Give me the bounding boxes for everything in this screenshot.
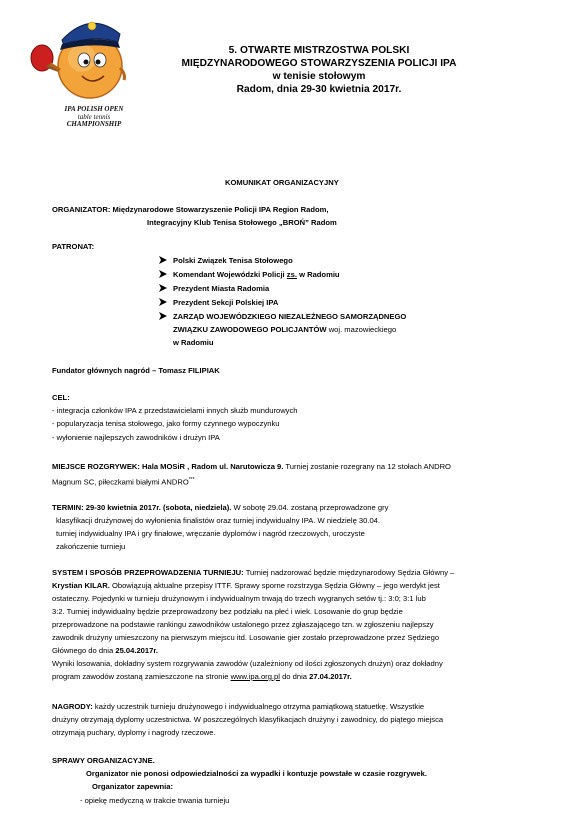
arrow-bullet-icon (159, 312, 167, 323)
patronat-label: PATRONAT: (52, 242, 95, 251)
sprawy-label: SPRAWY ORGANIZACYJNE. (52, 756, 155, 765)
cel-label: CEL: (52, 393, 70, 402)
event-title-line2: MIĘDZYNARODOWEGO STOWARZYSZENIA POLICJI IPA (181, 58, 457, 69)
patronat-item-text: Prezydent Miasta Radomia (173, 284, 270, 293)
patronat-item (159, 256, 293, 267)
system-line: Wyniki losowania, dokładny system rozgrywania zawodów (uzależniony od ilości zgłoszonych drużyn) oraz dokładny (52, 659, 443, 668)
sprawy-line: - opiekę medyczną w trakcie trwania turnieju (80, 796, 230, 805)
nagrody-line: otrzymają puchary, dyplomy i nagrody rzeczowe. (52, 728, 216, 737)
system-text: program zawodów zostaną zamieszczone na stronie (52, 672, 229, 681)
sprawy-line: Organizator zapewnia: (92, 782, 174, 791)
termin-label: TERMIN: 29-30 kwietnia 2017r. (sobota, niedziela). (52, 503, 232, 512)
patronat-item (159, 298, 278, 309)
termin-text: W sobotę 29.04. zostaną przeprowadzone gry (233, 503, 389, 512)
patronat-item-continuation: w Radomiu (173, 338, 214, 347)
patronat-item (159, 284, 269, 295)
patronat-item-continuation (173, 325, 396, 336)
patronat-item-text: Prezydent Sekcji Polskiej IPA (173, 298, 279, 307)
system-text: do dnia (282, 672, 307, 681)
patronat-item-text: Polski Związek Tenisa Stołowego (173, 256, 293, 265)
termin-line: turniej indywidualny IPA i gry finałowe, wręczanie dyplomów i nagród rzeczowych, uroczyste (56, 529, 365, 538)
organizator-line1: Międzynarodowe Stowarzyszenie Policji IPA Region Radom, (112, 205, 329, 214)
patronat-item-text: woj. mazowieckiego (328, 325, 397, 334)
system-text: Obowiązują aktualne przepisy ITTF. Sprawy sporne rozstrzyga Sędzia Główny – jego werdykt jest (111, 581, 440, 590)
patronat-item-text: ZARZĄD WOJEWÓDZKIEGO NIEZALEŻNEGO SAMORZĄDNEGO (173, 312, 407, 321)
event-title-line1: 5. OTWARTE MISTRZOSTWA POLSKI (228, 45, 410, 56)
logo-caption-line: IPA POLISH OPEN (64, 105, 124, 113)
miejsce-label: MIEJSCE ROZGRYWEK: Hala MOSiR , Radom ul. Narutowicza 9. (52, 462, 284, 471)
miejsce-text: Turniej zostanie rozegrany na 12 stołach ANDRO (285, 462, 451, 471)
patronat-item (159, 270, 340, 281)
arrow-bullet-icon (159, 298, 167, 309)
cel-item: - wyłonienie najlepszych zawodników i drużyn IPA (52, 433, 220, 442)
cel-item: - integracja członków IPA z przedstawicielami innych służb mundurowych (52, 406, 298, 415)
system-line: przeprowadzone na podstawie rankingu zawodników ustalonego przez zgłaszającego tzn. w zgłoszeniu najlepszy (52, 620, 434, 629)
termin-section (52, 503, 388, 514)
organizator-label: ORGANIZATOR: (52, 205, 111, 214)
system-line: ostateczny. Pojedynki w turnieju drużynowym i indywidualnym trwają do trzech wygranych setów tj.: 3:0; 3:1 lub (52, 594, 426, 603)
system-text: Głównego do dnia (52, 646, 114, 655)
patronat-item (159, 312, 406, 323)
logo-caption (48, 106, 140, 129)
system-line: zawodnik drużyny umieszczony na pierwszym miejscu itd. Losowanie gier zostało przeprowadzone przez Sędziego (52, 633, 440, 642)
arrow-bullet-icon (159, 284, 167, 295)
arrow-bullet-icon (159, 270, 167, 281)
patronat-item-text: Komendant Wojewódzki Policji (173, 270, 285, 279)
arrow-bullet-icon (159, 256, 167, 267)
patronat-item-underlined: zs. (286, 270, 297, 279)
draw-deadline: 25.04.2017r. (115, 646, 158, 655)
fundator-line: Fundator głównych nagród – Tomasz FILIPIAK (52, 366, 220, 375)
logo-caption-line: table tennis (77, 112, 111, 121)
ipa-website-link[interactable]: www.ipa.org.pl (230, 672, 280, 681)
system-line: 3:2. Turniej indywidualny będzie przeprowadzony bez podziału na płeć i wiek. Losowanie do grup będzie (52, 607, 403, 616)
logo-caption-line: CHAMPIONSHIP (66, 120, 122, 128)
schedule-deadline: 27.04.2017r. (309, 672, 352, 681)
nagrody-section (52, 702, 424, 713)
referee-name: Krystian KILAR. (52, 581, 110, 590)
miejsce-section (52, 462, 451, 473)
nagrody-label: NAGRODY: (52, 702, 93, 711)
organizator-line2: Integracyjny Klub Tenisa Stołowego „BROŃ” Radom (147, 218, 337, 227)
patronat-item-text: w Radomiu (299, 270, 340, 279)
event-title-line3: w tenisie stołowym (272, 71, 366, 82)
cel-item: - popularyzacja tenisa stołowego, jako formy czynnego wypoczynku (52, 419, 280, 428)
nagrody-text: każdy uczestnik turnieju drużynowego i indywidualnego otrzyma pamiątkową statuetkę. Wszystkie (94, 702, 425, 711)
termin-line: zakończenie turnieju (56, 542, 126, 551)
miejsce-line2 (52, 475, 195, 488)
sprawy-line: Organizator nie ponosi odpowiedzialności za wypadki i kontuzje powstałe w czasie rozgrywek. (86, 769, 427, 778)
miejsce-text: Magnum SC, piłeczkami białymi ANDRO (52, 477, 189, 487)
miejsce-superscript: *** (188, 477, 195, 483)
system-line (52, 646, 158, 657)
nagrody-line: drużyny otrzymają dyplomy uczestnictwa. W poszczególnych klasyfikacjach drużyny i zawodnicy, do piątego miejsca (52, 715, 444, 724)
organizator-section (52, 205, 329, 216)
system-line (52, 581, 440, 592)
system-text: Turniej nadzorować będzie międzynarodowy Sędzia Główny – (245, 568, 455, 577)
system-label: SYSTEM I SPOSÓB PRZEPROWADZENIA TURNIEJU: (52, 568, 244, 577)
event-date-line: Radom, dnia 29-30 kwietnia 2017r. (236, 84, 402, 95)
patronat-item-text: ZWIĄZKU ZAWODOWEGO POLICJANTÓW (173, 325, 327, 334)
document-title: KOMUNIKAT ORGANIZACYJNY (225, 178, 339, 187)
termin-line: klasyfikacji drużynowej do wyłonienia finalistów oraz turniej indywidualny IPA. W niedzielę 30.04. (56, 516, 381, 525)
system-section (52, 568, 454, 579)
system-line (52, 672, 352, 683)
